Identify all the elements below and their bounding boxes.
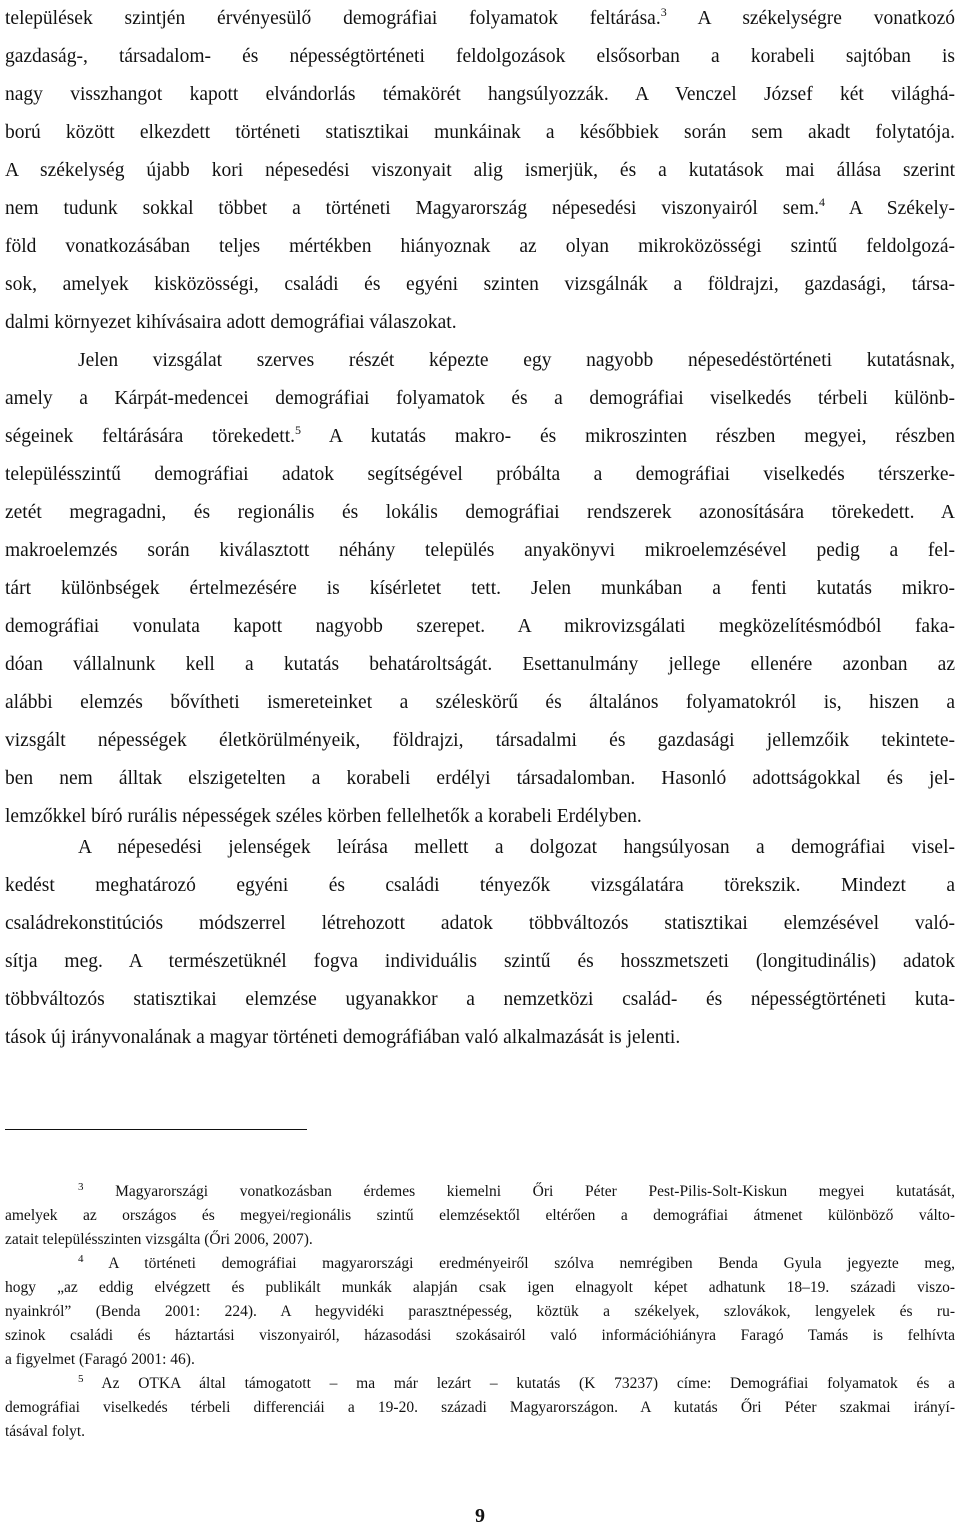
footnote-separator — [5, 1129, 307, 1130]
footnote-line: tásával folyt. — [5, 1423, 86, 1440]
footnote-line: hogy „az eddig elvégzett és publikált munkák alapján csak igen elnagyolt képet adhatunk 18–19. századi viszo- — [5, 1279, 955, 1296]
body-line: dóan vállalnunk kell a kutatás behatároltságát. Esettanulmány jellege ellenére azonban az — [5, 654, 955, 675]
footnote-line: $^4$ A történeti demográfiai magyarországi eredményeiről szólva nemrégiben Benda Gyula jegyezte meg, — [78, 1253, 955, 1272]
footnote-line: $^3$ Magyarországi vonatkozásban érdemes kiemelni Őri Péter Pest-Pilis-Solt-Kiskun megyei kutatását, — [78, 1181, 955, 1200]
body-line: A népesedési jelenségek leírása mellett a dolgozat hangsúlyosan a demográfiai visel- — [78, 837, 955, 858]
body-line: családrekonstitúciós módszerrel létrehozott adatok többváltozós statisztikai elemzésével való- — [5, 913, 955, 934]
body-line: zetét megragadni, és regionális és lokális demográfiai rendszerek azonosítására törekedett. A — [5, 502, 955, 523]
body-line: Jelen vizsgálat szerves részét képezte egy nagyobb népesedéstörténeti kutatásnak, — [78, 350, 955, 371]
body-line: sítja meg. A természetüknél fogva individuális szintű és hosszmetszeti (longitudinális) adatok — [5, 951, 955, 972]
footnote-line: nyainkról” (Benda 2001: 224). A hegyvidéki parasztnépesség, köztük a székelyek, szlovákok, lengyelek és ru- — [5, 1303, 955, 1320]
body-line: makroelemzés során kiválasztott néhány település anyakönyvi mikroelemzésével pedig a fel- — [5, 540, 955, 561]
body-line: sok, amelyek kisközösségi, családi és egyéni szinten vizsgálnák a földrajzi, gazdasági, társa- — [5, 274, 955, 295]
body-line: tárt különbségek értelmezésére is kísérletet tett. Jelen munkában a fenti kutatás mikro- — [5, 578, 955, 599]
body-line: vizsgált népességek életkörülményeik, földrajzi, társadalmi és gazdasági jellemzőik tekintete- — [5, 730, 955, 751]
body-line: településszintű demográfiai adatok segítségével próbálta a demográfiai viselkedés térszerke- — [5, 464, 955, 485]
body-line: települések szintjén érvényesülő demográfiai folyamatok feltárása.$^3$ A székelységre vonatkozó — [5, 5, 955, 29]
body-line: ben nem álltak elszigetelten a korabeli erdélyi társadalomban. Hasonló adottságokkal és jel- — [5, 768, 955, 789]
footnote-ref[interactable]: 4 — [819, 195, 825, 209]
body-line: többváltozós statisztikai elemzése ugyanakkor a nemzetközi család- és népességtörténeti kuta- — [5, 989, 955, 1010]
page-number: 9 — [475, 1505, 485, 1527]
body-line: nem tudunk sokkal többet a történeti Magyarország népesedési viszonyairól sem.$^4$ A Székely- — [5, 195, 955, 219]
footnote-number: 4 — [78, 1253, 84, 1265]
footnote-ref[interactable]: 5 — [295, 423, 302, 437]
body-line: gazdaság-, társadalom- és népességtörténeti feldolgozások elsősorban a korabeli sajtóban is — [5, 46, 955, 67]
footnote-number: 5 — [78, 1373, 84, 1385]
body-line: alábbi elemzés bővítheti ismereteinket a széleskörű és általános folyamatokról is, hiszen a — [5, 692, 955, 713]
body-line: demográfiai vonulata kapott nagyobb szerepet. A mikrovizsgálati megközelítésmódból faka- — [5, 616, 955, 637]
footnote-line: szinok családi és háztartási viszonyairól, házasodási szokásairól való információhiányra Faragó Tamás is felhívta — [5, 1327, 955, 1344]
footnote-line: demográfiai viselkedés térbeli differenciái a 19-20. századi Magyarországon. A kutatás Őri Péter szakmai irányí- — [5, 1399, 955, 1416]
footnote-line: amelyek az országos és megyei/regionális szintű elemzésektől eltérően a demográfiai átmenet különböző válto- — [5, 1207, 955, 1224]
body-line: amely a Kárpát-medencei demográfiai folyamatok és a demográfiai viselkedés térbeli különb- — [5, 388, 955, 409]
body-line: lemzőkkel bíró rurális népességek széles körben fellelhetők a korabeli Erdélyben. — [5, 806, 642, 827]
body-line: dalmi környezet kihívásaira adott demográfiai válaszokat. — [5, 312, 457, 333]
footnote-line: a figyelmet (Faragó 2001: 46). — [5, 1351, 195, 1368]
body-line: kedést meghatározó egyéni és családi tényezők vizsgálatára törekszik. Mindezt a — [5, 875, 955, 896]
body-line: tások új irányvonalának a magyar történeti demográfiában való alkalmazását is jelenti. — [5, 1027, 681, 1048]
footnote-number: 3 — [78, 1181, 84, 1193]
body-line: föld vonatkozásában teljes mértékben hiányoznak az olyan mikroközösségi szintű feldolgozá- — [5, 236, 955, 257]
footnote-line: zatait településszinten vizsgálta (Őri 2006, 2007). — [5, 1231, 313, 1248]
footnote-ref[interactable]: 3 — [660, 5, 667, 19]
body-line: A székelység újabb kori népesedési viszonyait alig ismerjük, és a kutatások mai állása szerint — [5, 160, 955, 181]
body-line: ségeinek feltárására törekedett.$^5$ A kutatás makro- és mikroszinten részben megyei, részben — [5, 423, 955, 447]
body-line: nagy visszhangot kapott elvándorlás témakörét hangsúlyozzák. A Venczel József két világhá- — [5, 84, 955, 105]
body-line: ború között elkezdett történeti statisztikai munkáinak a későbbiek során sem akadt folytatója. — [5, 122, 955, 143]
footnote-line: $^5$ Az OTKA által támogatott – ma már lezárt – kutatás (K 73237) címe: Demográfiai folyamatok és a — [78, 1373, 955, 1392]
